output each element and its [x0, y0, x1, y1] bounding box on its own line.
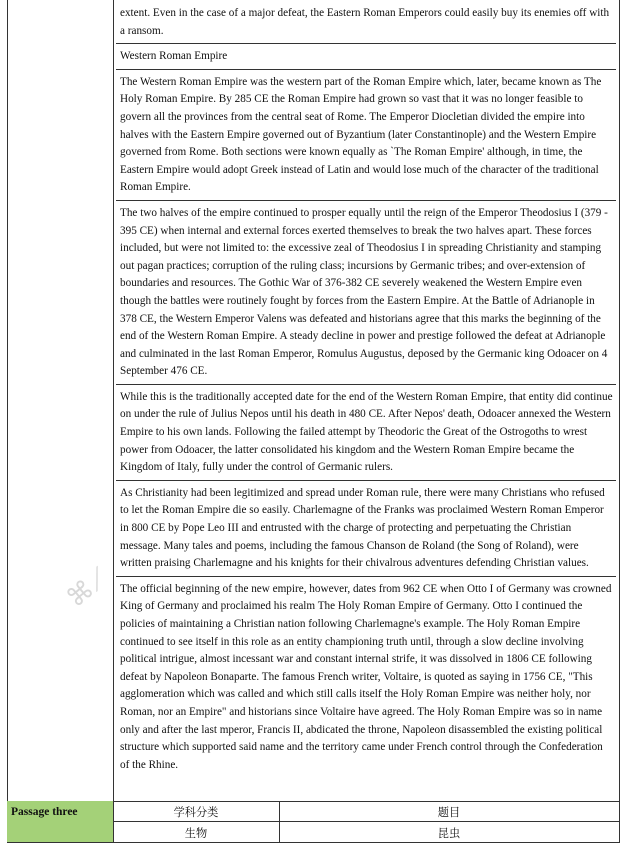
topic-value: 昆虫	[437, 827, 461, 840]
paragraph-1: The Western Roman Empire was the western part of the Roman Empire which, later, became known as The Holy Roman Empire. By 285 CE the Roman Empire had grown so vast that it was no longer feasible to govern all the provinces from the central seat of Rome. The Emperor Diocletian divided the empire into halves with the Eastern Empire governed out of Byzantium (later Constantinople) and the Western Empire governed from Rome. Both sections were known equally as `The Roman Empire' although, in time, the Eastern Empire would adopt Greek instead of Latin and would lose much of the character of the traditional Roman Empire.	[120, 75, 602, 194]
passage-text	[116, 0, 616, 774]
watermark: ⌘⟋	[61, 562, 115, 614]
row-divider	[116, 576, 616, 577]
paragraph-2: The two halves of the empire continued to prosper equally until the reign of the Emperor Theodosius I (379 - 395 CE) when internal and external forces exerted themselves to break the two halves apart. These forces included, but were not limited to: the excessive zeal of Theodosius I in spreading Christianity and stamping out pagan practices; corruption of the ruling class; incursions by Germanic tribes; and over-extension of boundaries and resources. The Gothic War of 376-382 CE severely weakened the Western Empire even though the battles were routinely fought by forces from the Eastern Empire. At the Battle of Adrianople in 378 CE, the Western Emperor Valens was defeated and historians agree that this marks the beginning of the end of the Western Roman Empire. A steady decline in power and prestige followed the defeat at Adrianople and culminated in the last Roman Emperor, Romulus Augustus, deposed by the Germanic king Odoacer on 4 September 476 CE.	[120, 206, 608, 378]
row-divider	[116, 480, 616, 481]
subject-value: 生物	[184, 827, 208, 840]
row-divider	[116, 384, 616, 385]
passage-label: Passage three	[11, 806, 78, 818]
paragraph-5: The official beginning of the new empire, however, dates from 962 CE when Otto I of Germany was crowned King of Germany and proclaimed his realm The Holy Roman Empire of Germany. Otto I continued the policies of maintaining a Christian nation following Charlemagne's example. The Holy Roman Empire continued to see itself in this role as an entity championing truth until, through a slow decline involving political intrigue, almost incessant war and constant internal strife, it was dissolved in 1806 CE following defeat by Napoleon Bonaparte. The famous French writer, Voltaire, is quoted as saying in 1756 CE, "This agglomeration which was called and which still calls itself the Holy Roman Empire was neither holy, nor Roman, nor an Empire" and historians since Voltaire have agreed. The Holy Roman Empire was so in name only and after the last mperor, Francis II, abdicated the throne, Napoleon disassembled the existing political structure which supported said name and the territory came under French control through the Confederation of the Rhine.	[120, 582, 612, 771]
subject-header: 学科分类	[173, 806, 219, 819]
paragraph-0: extent. Even in the case of a major defeat, the Eastern Roman Emperors could easily buy its enemies off with a ransom.	[120, 7, 610, 37]
section-heading: Western Roman Empire	[120, 50, 228, 63]
topic-header: 题目	[437, 806, 461, 819]
table-border-bottom	[7, 842, 620, 843]
paragraph-4: As Christianity had been legitimized and spread under Roman rule, there were many Christians who refused to let the Roman Empire die so easily. Charlemagne of the Franks was proclaimed Western Roman Emperor in 800 CE by Pope Leo III and entrusted with the charge of protecting and perpetuating the Christian message. Many tales and poems, including the famous Chanson de Roland (the Song of Roland), were written praising Charlemagne and his knights for their chivalrous adventures defending Christian values.	[120, 486, 605, 570]
footer-row-divider	[113, 821, 620, 822]
paragraph-3: While this is the traditionally accepted date for the end of the Western Roman Empire, that entity did continue on under the rule of Julius Nepos until his death in 480 CE. After Nepos' death, Odoacer annexed the Western Empire to his own lands. Following the failed attempt by Theodoric the Great of the Ostrogoths to wrest power from Odoacer, the latter consolidated his kingdom and the Western Roman Empire became the Kingdom of Italy, fully under the control of Germanic rulers.	[120, 390, 613, 474]
table-border-left	[7, 0, 8, 843]
row-divider	[116, 200, 616, 201]
row-divider	[116, 43, 616, 44]
row-divider	[116, 69, 616, 70]
table-border-mid	[113, 0, 114, 843]
table-border-right	[619, 0, 620, 843]
